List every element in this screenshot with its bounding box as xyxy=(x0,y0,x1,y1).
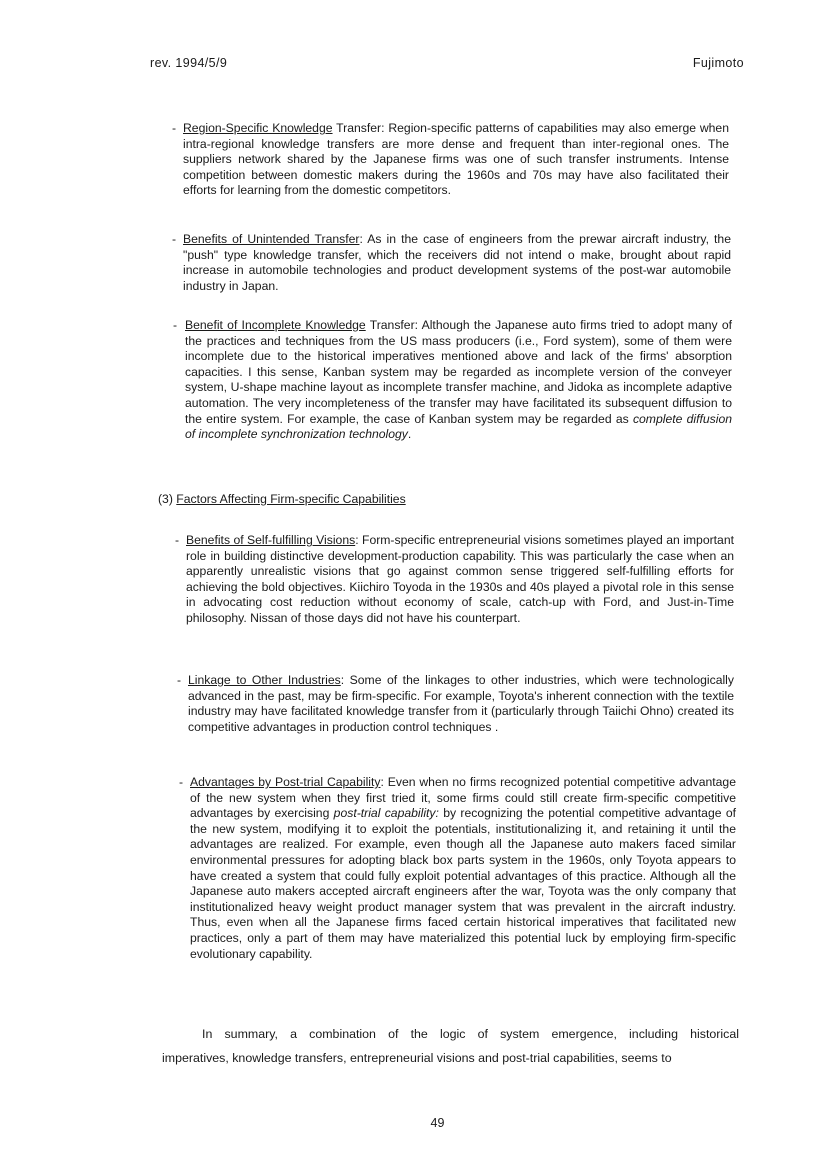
section-title: Factors Affecting Firm-specific Capabilities xyxy=(176,492,406,506)
item-term-tail: Transfer xyxy=(332,121,382,135)
item-incomplete-transfer: - Benefit of Incomplete Knowledge Transfer: Although the Japanese auto firms tried to adopt many of the practices and techniques from the US mass producers (i.e., Ford system), some of them were incomplete due to the historical imperatives mentioned above and lack of the firms' absorption capacities. I this sense, Kanban system may be regarded as incomplete version of the conveyer system, U-shape machine layout as incomplete transfer machine, and Jidoka as incomplete adaptive automation. The very incompleteness of the transfer may have facilitated its subsequent diffusion to the entire system. For example, the case of Kanban system may be regarded as complete diffusion of incomplete synchronization technology. xyxy=(173,318,733,442)
item-linkage: - Linkage to Other Industries: Some of the linkages to other industries, which were technologically advanced in the past, may be firm-specific. For example, Toyota's inherent connection with the textile industry may have facilitated knowledge transfer from it (particularly through Taiichi Ohno) created its competitive advantages in production control techniques . xyxy=(177,673,734,734)
item-region-specific: - Region-Specific Knowledge Transfer: Region-specific patterns of capabilities may also emerge when intra-regional knowledge transfers are more dense and frequent than inter-regional ones. The suppliers network shared by the Japanese firms was one of such transfer instruments. Intense competition between domestic makers during the 1960s and 70s may have also facilitated their efforts for learning from the domestic competitors. xyxy=(172,121,729,198)
item-term: Advantages by Post-trial Capability xyxy=(190,775,381,789)
summary-paragraph xyxy=(162,1022,739,1070)
summary-line-2: imperatives, knowledge transfers, entrepreneurial visions and post-trial capabilities, seems to xyxy=(162,1051,672,1065)
item-italic: complete diffusion of incomplete synchronization technology xyxy=(185,411,733,442)
item-body: : Some of the linkages to other industries, which were technologically advanced in the past, may be firm-specific. For example, Toyota's inherent connection with the textile industry may have facilitated knowledge transfer from it (particularly through Taiichi Ohno) created its competitive advantages in production control techniques . xyxy=(188,673,734,734)
header-author: Fujimoto xyxy=(692,56,744,70)
item-body-end: . xyxy=(407,427,412,442)
header-revision: rev. 1994/5/9 xyxy=(150,56,228,70)
item-term: Region-Specific Knowledge xyxy=(183,121,333,135)
item-term-tail: Transfer xyxy=(365,318,415,332)
item-body: : Form-specific entrepreneurial visions sometimes played an important role in building distinctive development-production capability. This was particularly the case when an apparently unrealistic visions that go against common sense triggered self-fulfilling efforts for achieving the bold objectives. Kiichiro Toyoda in the 1930s and 40s played a pivotal role in this sense in advocating cost reduction without economy of scale, catch-up with Ford, and Just-in-Time philosophy. Nissan of those days did not have his counterpart. xyxy=(186,533,734,625)
item-italic: post-trial capability: xyxy=(333,806,439,821)
item-term: Benefits of Unintended Transfer xyxy=(183,232,360,246)
item-term: Linkage to Other Industries xyxy=(188,673,341,687)
item-post-trial: - Advantages by Post-trial Capability: Even when no firms recognized potential competitive advantage of the new system when they first tried it, some firms could still create firm-specific competitive advantages by exercising post-trial capability: by recognizing the potential competitive advantage of the new system, modifying it to exploit the potentials, institutionalizing it, and retaining it until the advantages are realized. For example, even though all the Japanese auto makers faced similar environmental pressures for adopting black box parts system in the 1960s, only Toyota appears to have created a system that could fully exploit potential advantages of this practice. Although all the Japanese auto makers accepted aircraft engineers after the war, Toyota was the only company that institutionalized heavy weight product manager system that was prevalent in the aircraft industry. Thus, even when all the Japanese firms faced certain historical imperatives that facilitated new practices, only a part of them may have materialized this potential luck by employing firm-specific evolutionary capability. xyxy=(179,775,736,961)
item-body-end: by recognizing the potential competitive advantage of the new system, modifying it to exploit the potentials, institutionalizing it, and retaining it until the advantages are realized. For example, even though all the Japanese auto makers faced similar environmental pressures for adopting black box parts system in the 1960s, only Toyota appears to have created a system that could fully exploit potential advantages of this practice. Although all the Japanese auto makers accepted aircraft engineers after the war, Toyota was the only company that institutionalized heavy weight product manager system that was prevalent in the aircraft industry. Thus, even when all the Japanese firms faced certain historical imperatives that facilitated new practices, only a part of them may have materialized this potential luck by employing firm-specific evolutionary capability. xyxy=(190,806,736,961)
summary-line-1: In summary, a combination of the logic of system emergence, including historical xyxy=(202,1027,739,1041)
item-unintended-transfer: - Benefits of Unintended Transfer: As in the case of engineers from the prewar aircraft industry, the "push" type knowledge transfer, which the receivers did not intend o make, brought about rapid increase in automobile technologies and product development systems of the post-war automobile industry in Japan. xyxy=(172,232,731,293)
item-body: : As in the case of engineers from the prewar aircraft industry, the "push" type knowledge transfer, which the receivers did not intend o make, brought about rapid increase in automobile technologies and product development systems of the post-war automobile industry in Japan. xyxy=(183,232,731,293)
item-term: Benefit of Incomplete Knowledge xyxy=(185,318,366,332)
section-number: (3) xyxy=(158,492,173,506)
item-body: : Region-specific patterns of capabilities may also emerge when intra-regional knowledge transfers are more dense and frequent than inter-regional ones. The suppliers network shared by the Japanese firms was one of such transfer instruments. Intense competition between domestic makers during the 1960s and 70s may have also facilitated their efforts for learning from the domestic competitors. xyxy=(183,121,729,198)
item-self-fulfilling: - Benefits of Self-fulfilling Visions: Form-specific entrepreneurial visions sometimes played an important role in building distinctive development-production capability. This was particularly the case when an apparently unrealistic visions that go against common sense triggered self-fulfilling efforts for achieving the bold objectives. Kiichiro Toyoda in the 1930s and 40s played a pivotal role in this sense in advocating cost reduction without economy of scale, catch-up with Ford, and Just-in-Time philosophy. Nissan of those days did not have his counterpart. xyxy=(175,533,734,625)
item-body: : Although the Japanese auto firms tried to adopt many of the practices and techniques from the US mass producers (i.e., Ford system), some of them were incomplete due to the historical imperatives mentioned above and lack of the firms' absorption capacities. I this sense, Kanban system may be regarded as incomplete version of the conveyer system, U-shape machine layout as incomplete transfer machine, and Jidoka as incomplete adaptive automation. The very incompleteness of the transfer may have facilitated its subsequent diffusion to the entire system. For example, the case of Kanban system may be regarded as xyxy=(185,318,732,426)
page-number: 49 xyxy=(430,1116,445,1130)
item-term: Benefits of Self-fulfilling Visions xyxy=(186,533,356,547)
section-heading xyxy=(158,492,406,506)
item-body: : Even when no firms recognized potential competitive advantage of the new system when they first tried it, some firms could still create firm-specific competitive advantages by exercising xyxy=(190,775,736,821)
